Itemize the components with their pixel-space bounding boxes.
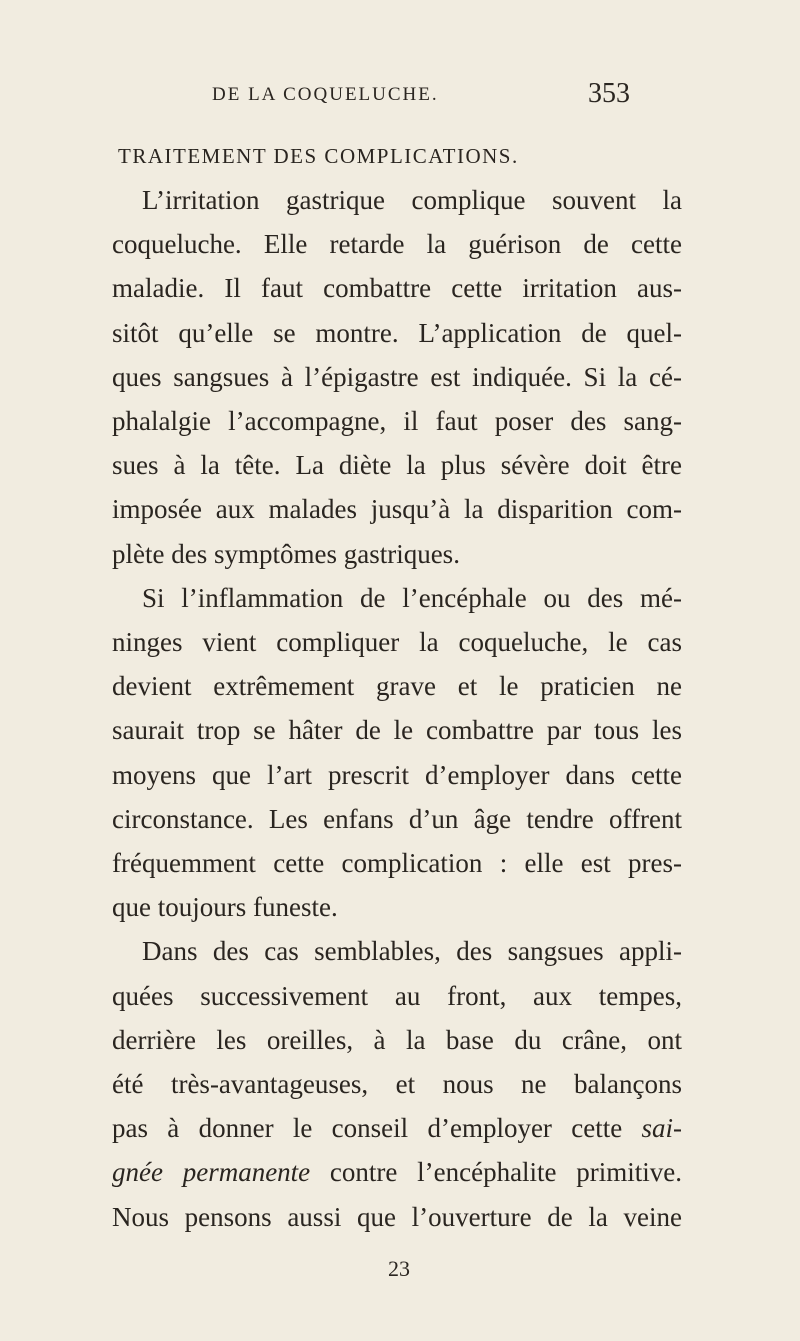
text-segment: contre l’encéphalite primitive. (329, 1157, 683, 1188)
text-line: ninges vient compliquer la coqueluche, le cas (112, 627, 682, 658)
text-line: derrière les oreilles, à la base du crâne, ont (112, 1024, 682, 1055)
running-title: DE LA COQUELUCHE. (212, 84, 439, 105)
section-title: TRAITEMENT DES COMPLICATIONS. (118, 144, 519, 168)
text-line: phalalgie l’accompagne, il faut poser des sang- (112, 406, 682, 437)
text-line: Nous pensons aussi que l’ouverture de la veine (112, 1201, 682, 1232)
text-line: Dans des cas semblables, des sangsues appli- (142, 936, 682, 967)
text-line: fréquemment cette complication : elle est pres- (112, 848, 682, 879)
text-line: quées successivement au front, aux tempes, (112, 980, 682, 1011)
text-line: circonstance. Les enfans d’un âge tendre offrent (112, 803, 682, 834)
text-segment: pas à donner le conseil d’employer cette (112, 1113, 623, 1144)
text-line: imposée aux malades jusqu’à la disparition com- (112, 494, 682, 525)
body-text (112, 178, 682, 1239)
text-line: devient extrêmement grave et le praticien ne (112, 671, 682, 702)
text-line: coqueluche. Elle retarde la guérison de cette (112, 229, 682, 260)
text-line: Si l’inflammation de l’encéphale ou des mé- (142, 582, 682, 613)
text-line (112, 1106, 682, 1150)
text-line: plète des symptômes gastriques. (112, 538, 460, 569)
text-line: saurait trop se hâter de le combattre par tous les (112, 715, 682, 746)
italic-text: sai- (641, 1113, 682, 1144)
text-line: sues à la tête. La diète la plus sévère doit être (112, 450, 682, 481)
text-line: L’irritation gastrique complique souvent la (142, 185, 682, 215)
text-line: que toujours funeste. (112, 892, 338, 923)
text-line: été très-avantageuses, et nous ne balançons (112, 1069, 682, 1100)
italic-text: gnée permanente (112, 1157, 311, 1188)
text-line: moyens que l’art prescrit d’employer dans cette (112, 759, 682, 790)
text-line (112, 1150, 682, 1194)
text-line: maladie. Il faut combattre cette irritation aus- (112, 273, 682, 304)
running-head (0, 78, 800, 118)
signature-mark: 23 (388, 1256, 410, 1281)
text-line: ques sangsues à l’épigastre est indiquée. Si la cé- (112, 361, 682, 392)
text-line: sitôt qu’elle se montre. L’application de quel- (112, 317, 682, 348)
page-number: 353 (588, 78, 630, 109)
